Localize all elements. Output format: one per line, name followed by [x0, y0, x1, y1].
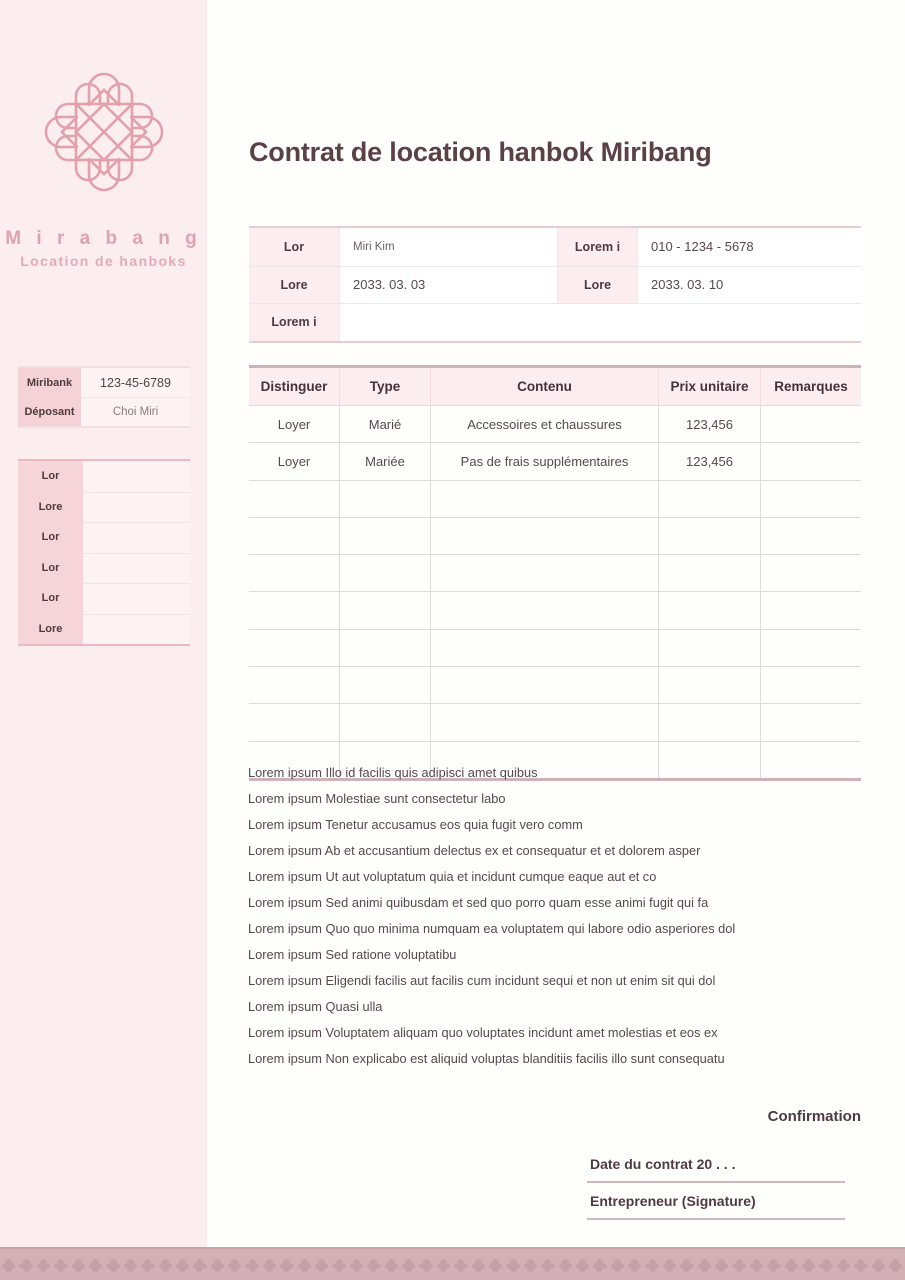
- quatrefoil-icon: [678, 1257, 695, 1274]
- cell-remarques[interactable]: [760, 406, 861, 442]
- quatrefoil-icon: [243, 1257, 260, 1274]
- cell-prix[interactable]: [658, 704, 760, 740]
- term-line: Lorem ipsum Ab et accusantium delectus ex et consequatur et et dolorem asper: [248, 843, 701, 858]
- quatrefoil-icon: [191, 1257, 208, 1274]
- table-header-row: [249, 368, 861, 405]
- info-label-end-date: Lore: [557, 267, 637, 304]
- quatrefoil-icon: [330, 1257, 347, 1274]
- bank-account-value: 123-45-6789: [81, 368, 190, 397]
- info-value-extra[interactable]: [339, 304, 861, 341]
- cell-contenu[interactable]: [430, 704, 658, 740]
- cell-prix[interactable]: 123,456: [658, 443, 760, 479]
- table-row: [18, 397, 190, 426]
- contract-date-field[interactable]: Date du contrat 20 . . .: [587, 1146, 845, 1183]
- column-header-distinguer: Distinguer: [260, 379, 328, 394]
- quatrefoil-icon: [783, 1257, 800, 1274]
- cell-prix[interactable]: [658, 518, 760, 554]
- quatrefoil-icon: [383, 1257, 400, 1274]
- table-row: [249, 303, 861, 341]
- quatrefoil-icon: [609, 1257, 626, 1274]
- table-row: [18, 368, 190, 397]
- quatrefoil-icon: [452, 1257, 469, 1274]
- table-row: [249, 517, 861, 554]
- cell-type[interactable]: [339, 481, 430, 517]
- cell-distinguer[interactable]: [249, 630, 339, 666]
- contract-info-table: [249, 226, 861, 343]
- checklist-label: Lore: [18, 492, 83, 523]
- checklist-label: Lore: [18, 614, 83, 645]
- cell-remarques[interactable]: [760, 518, 861, 554]
- cell-prix[interactable]: [658, 555, 760, 591]
- page-title: Contrat de location hanbok Miribang: [249, 137, 712, 167]
- list-item: [18, 614, 190, 645]
- cell-distinguer[interactable]: Loyer: [277, 453, 311, 469]
- cell-contenu[interactable]: [430, 518, 658, 554]
- cell-contenu[interactable]: [430, 630, 658, 666]
- quatrefoil-icon: [765, 1257, 782, 1274]
- quatrefoil-icon: [748, 1257, 765, 1274]
- footer-ornament-band: [0, 1247, 905, 1280]
- cell-prix[interactable]: [658, 630, 760, 666]
- info-value-name[interactable]: Miri Kim: [339, 228, 557, 266]
- footer-divider: [0, 1247, 905, 1249]
- column-header-contenu: Contenu: [430, 368, 658, 405]
- term-line: Lorem ipsum Eligendi facilis aut facilis cum incidunt sequi et non ut enim sit qui dol: [248, 973, 716, 988]
- cell-type[interactable]: Marié: [339, 406, 430, 442]
- sidebar-checklist: [18, 459, 190, 646]
- quatrefoil-icon: [730, 1257, 747, 1274]
- quatrefoil-icon: [643, 1257, 660, 1274]
- cell-remarques[interactable]: [760, 704, 861, 740]
- quatrefoil-icon: [557, 1257, 574, 1274]
- quatrefoil-icon: [574, 1257, 591, 1274]
- cell-type[interactable]: [339, 704, 430, 740]
- quatrefoil-icon: [226, 1257, 243, 1274]
- quatrefoil-icon: [296, 1257, 313, 1274]
- cell-prix[interactable]: [658, 592, 760, 628]
- quatrefoil-icon: [539, 1257, 556, 1274]
- term-line: Lorem ipsum Molestiae sunt consectetur labo: [248, 791, 506, 806]
- quatrefoil-icon: [157, 1257, 174, 1274]
- quatrefoil-icon: [139, 1257, 156, 1274]
- term-line: Lorem ipsum Voluptatem aliquam quo voluptates incidunt amet molestias et eos ex: [248, 1025, 718, 1040]
- quatrefoil-icon: [261, 1257, 278, 1274]
- quatrefoil-icon: [70, 1257, 87, 1274]
- brand-name: M i r a b a n g: [5, 228, 202, 249]
- checklist-field[interactable]: [83, 522, 190, 553]
- items-table: [249, 365, 861, 781]
- depositor-label: Déposant: [18, 397, 81, 426]
- info-label-extra: Lorem i: [249, 304, 339, 341]
- table-row: [249, 703, 861, 740]
- quatrefoil-icon: [174, 1257, 191, 1274]
- cell-contenu[interactable]: Accessoires et chaussures: [430, 406, 658, 442]
- quatrefoil-icon: [870, 1257, 887, 1274]
- quatrefoil-icon: [696, 1257, 713, 1274]
- checklist-field[interactable]: [83, 461, 190, 492]
- table-row: [249, 554, 861, 591]
- table-row: [249, 266, 861, 304]
- term-line: Lorem ipsum Quasi ulla: [248, 999, 383, 1014]
- info-value-end-date[interactable]: 2033. 03. 10: [637, 267, 861, 304]
- cell-remarques[interactable]: [760, 481, 861, 517]
- quatrefoil-icon: [52, 1257, 69, 1274]
- quatrefoil-icon: [852, 1257, 869, 1274]
- cell-remarques[interactable]: [760, 555, 861, 591]
- cell-type[interactable]: Mariée: [339, 443, 430, 479]
- cell-contenu[interactable]: [430, 481, 658, 517]
- cell-prix[interactable]: 123,456: [658, 406, 760, 442]
- brand-logo: [0, 62, 207, 202]
- cell-remarques[interactable]: [760, 667, 861, 703]
- quatrefoil-icon: [522, 1257, 539, 1274]
- list-item: [18, 553, 190, 584]
- bank-info-table: [18, 366, 190, 428]
- quatrefoil-icon: [470, 1257, 487, 1274]
- footer-motif-row: [0, 1251, 905, 1280]
- quatrefoil-icon: [817, 1257, 834, 1274]
- quatrefoil-icon: [104, 1257, 121, 1274]
- bank-name-label: Miribank: [18, 368, 81, 397]
- quatrefoil-icon: [278, 1257, 295, 1274]
- quatrefoil-icon: [887, 1257, 904, 1274]
- cell-prix[interactable]: [658, 481, 760, 517]
- quatrefoil-icon: [122, 1257, 139, 1274]
- quatrefoil-icon: [87, 1257, 104, 1274]
- terms-list: [248, 760, 888, 1072]
- checklist-label: Lor: [18, 522, 83, 553]
- korean-knot-mandala-icon: [34, 62, 174, 202]
- checklist-label: Lor: [18, 583, 83, 614]
- quatrefoil-icon: [348, 1257, 365, 1274]
- cell-distinguer[interactable]: [249, 704, 339, 740]
- info-label-phone: Lorem i: [557, 228, 637, 266]
- brand-tagline: Location de hanboks: [20, 253, 187, 269]
- cell-distinguer[interactable]: [249, 667, 339, 703]
- list-item: [18, 492, 190, 523]
- cell-distinguer[interactable]: Loyer: [277, 416, 311, 432]
- table-row: [249, 591, 861, 628]
- table-row: [249, 228, 861, 266]
- quatrefoil-icon: [504, 1257, 521, 1274]
- quatrefoil-icon: [835, 1257, 852, 1274]
- info-value-start-date[interactable]: 2033. 03. 03: [339, 267, 557, 304]
- term-line: Lorem ipsum Ut aut voluptatum quia et incidunt cumque eaque aut et co: [248, 869, 657, 884]
- cell-distinguer[interactable]: [249, 518, 339, 554]
- column-header-remarques: Remarques: [760, 368, 861, 405]
- cell-prix[interactable]: [658, 667, 760, 703]
- cell-type[interactable]: [339, 555, 430, 591]
- quatrefoil-icon: [17, 1257, 34, 1274]
- cell-remarques[interactable]: [760, 630, 861, 666]
- quatrefoil-icon: [417, 1257, 434, 1274]
- sidebar: [0, 0, 207, 1280]
- quatrefoil-icon: [591, 1257, 608, 1274]
- quatrefoil-icon: [35, 1257, 52, 1274]
- info-label-start-date: Lore: [249, 267, 339, 304]
- signature-block: [587, 1146, 845, 1220]
- checklist-label: Lor: [18, 461, 83, 492]
- table-row: [249, 442, 861, 479]
- cell-remarques[interactable]: [760, 592, 861, 628]
- cell-contenu[interactable]: Pas de frais supplémentaires: [430, 443, 658, 479]
- cell-type[interactable]: [339, 518, 430, 554]
- cell-contenu[interactable]: [430, 555, 658, 591]
- table-row: [249, 666, 861, 703]
- quatrefoil-icon: [435, 1257, 452, 1274]
- checklist-field[interactable]: [83, 492, 190, 523]
- document-body: [207, 0, 905, 1280]
- list-item: [18, 522, 190, 553]
- cell-contenu[interactable]: [430, 592, 658, 628]
- quatrefoil-icon: [313, 1257, 330, 1274]
- checklist-field[interactable]: [83, 614, 190, 645]
- quatrefoil-icon: [487, 1257, 504, 1274]
- cell-type[interactable]: [339, 667, 430, 703]
- confirmation-heading: Confirmation: [767, 1108, 861, 1125]
- term-line: Lorem ipsum Sed animi quibusdam et sed quo porro quam esse animi fugit qui fa: [248, 895, 709, 910]
- quatrefoil-icon: [0, 1257, 17, 1274]
- depositor-value: Choi Miri: [81, 397, 190, 426]
- table-row: [249, 629, 861, 666]
- cell-type[interactable]: [339, 630, 430, 666]
- quatrefoil-icon: [400, 1257, 417, 1274]
- column-header-prix-unitaire: Prix unitaire: [658, 368, 760, 405]
- info-label-name: Lor: [249, 228, 339, 266]
- quatrefoil-icon: [800, 1257, 817, 1274]
- entrepreneur-signature-field[interactable]: Entrepreneur (Signature): [587, 1183, 845, 1220]
- checklist-field[interactable]: [83, 583, 190, 614]
- list-item: [18, 583, 190, 614]
- term-line: Lorem ipsum Quo quo minima numquam ea voluptatem qui labore odio asperiores dol: [248, 921, 736, 936]
- cell-distinguer[interactable]: [249, 555, 339, 591]
- quatrefoil-icon: [713, 1257, 730, 1274]
- table-row: [249, 480, 861, 517]
- quatrefoil-icon: [365, 1257, 382, 1274]
- cell-contenu[interactable]: [430, 667, 658, 703]
- checklist-label: Lor: [18, 553, 83, 584]
- term-line: Lorem ipsum Illo id facilis quis adipisci amet quibus: [248, 765, 538, 780]
- term-line: Lorem ipsum Sed ratione voluptatibu: [248, 947, 457, 962]
- info-value-phone[interactable]: 010 - 1234 - 5678: [637, 228, 861, 266]
- cell-remarques[interactable]: [760, 443, 861, 479]
- table-row: [249, 405, 861, 442]
- list-item: [18, 461, 190, 492]
- cell-type[interactable]: [339, 592, 430, 628]
- column-header-type: Type: [339, 368, 430, 405]
- cell-distinguer[interactable]: [249, 592, 339, 628]
- term-line: Lorem ipsum Non explicabo est aliquid voluptas blanditiis facilis illo sunt consequatu: [248, 1051, 725, 1066]
- cell-distinguer[interactable]: [249, 481, 339, 517]
- term-line: Lorem ipsum Tenetur accusamus eos quia fugit vero comm: [248, 817, 583, 832]
- quatrefoil-icon: [661, 1257, 678, 1274]
- quatrefoil-icon: [209, 1257, 226, 1274]
- checklist-field[interactable]: [83, 553, 190, 584]
- quatrefoil-icon: [626, 1257, 643, 1274]
